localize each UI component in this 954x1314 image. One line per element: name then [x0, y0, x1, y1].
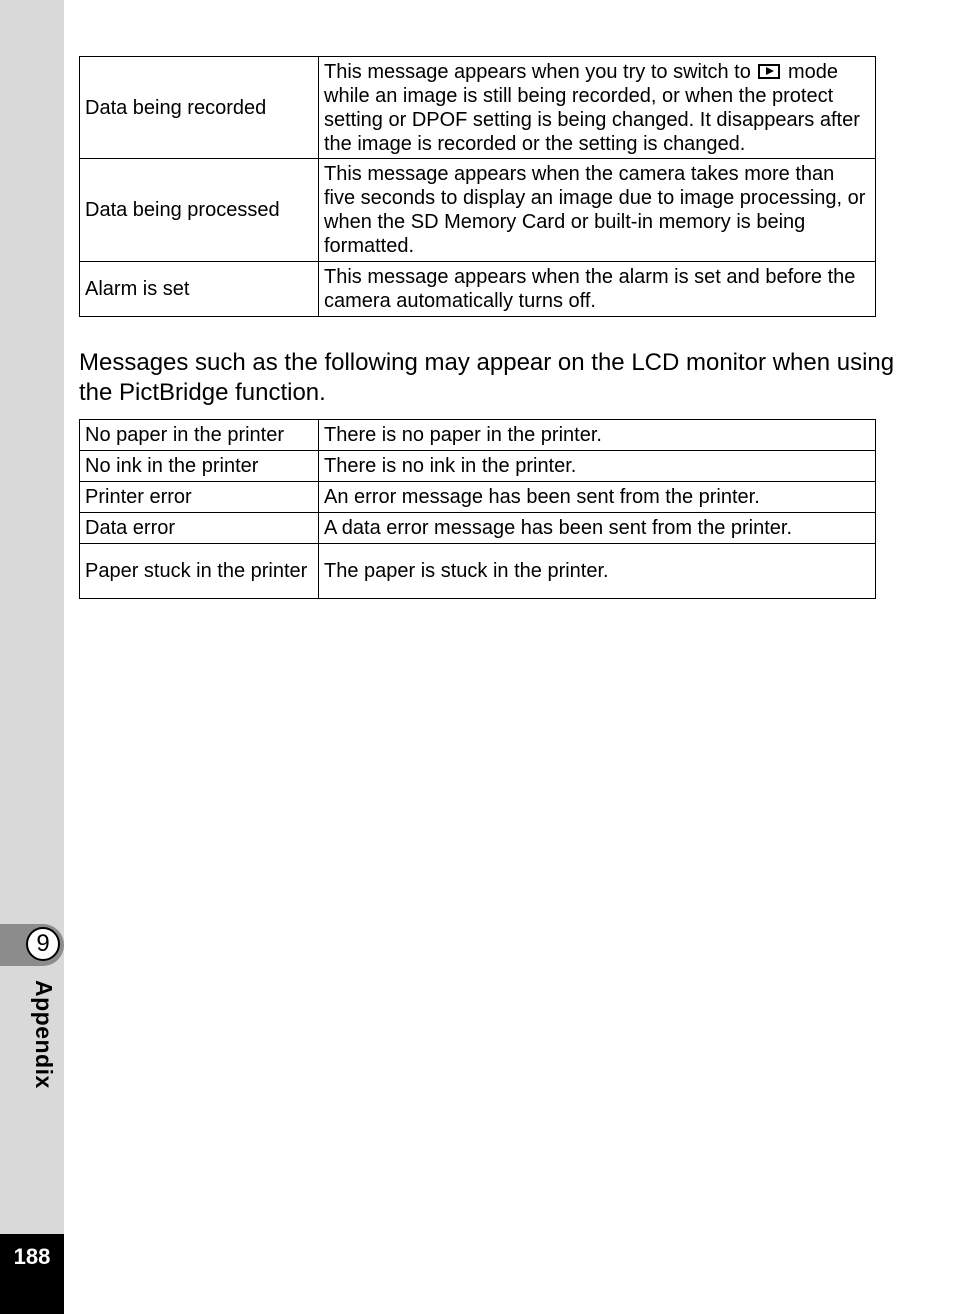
- description-cell: There is no paper in the printer.: [319, 420, 876, 451]
- status-messages-table: [79, 56, 876, 317]
- message-cell: Data being recorded: [80, 57, 319, 159]
- intro-paragraph: Messages such as the following may appear on the LCD monitor when using the PictBridge function.: [79, 349, 895, 406]
- chapter-number: 9: [26, 927, 60, 961]
- description-cell: There is no ink in the printer.: [319, 451, 876, 482]
- pictbridge-messages-table: [79, 419, 876, 599]
- description-cell: An error message has been sent from the printer.: [319, 482, 876, 513]
- message-cell: No ink in the printer: [80, 451, 319, 482]
- description-cell: A data error message has been sent from the printer.: [319, 513, 876, 544]
- table-row: [80, 544, 876, 599]
- description-text: This message appears when you try to switch to: [324, 60, 757, 83]
- table-row: [80, 482, 876, 513]
- playback-icon: [758, 64, 780, 79]
- table-row: [80, 420, 876, 451]
- table-row: [80, 262, 876, 317]
- message-cell: Printer error: [80, 482, 319, 513]
- message-cell: Data error: [80, 513, 319, 544]
- description-cell: This message appears when the camera takes more than five seconds to display an image due to image processing, or when the SD Memory Card or built-in memory is being formatted.: [319, 159, 876, 262]
- message-cell: Paper stuck in the printer: [80, 544, 319, 599]
- table-row: [80, 513, 876, 544]
- sidebar: [0, 0, 64, 1314]
- table-row: [80, 159, 876, 262]
- page-number: 188: [13, 1244, 51, 1269]
- message-cell: No paper in the printer: [80, 420, 319, 451]
- description-cell: [319, 57, 876, 159]
- message-cell: Alarm is set: [80, 262, 319, 317]
- page-number-box: [0, 1234, 64, 1314]
- table-row: [80, 57, 876, 159]
- description-cell: This message appears when the alarm is set and before the camera automatically turns off.: [319, 262, 876, 317]
- message-cell: Data being processed: [80, 159, 319, 262]
- description-text: mode while an image is still being recorded, or when the protect setting or DPOF setting is being changed. It disappears after the image is recorded or the setting is changed.: [324, 60, 860, 155]
- description-cell: The paper is stuck in the printer.: [319, 544, 876, 599]
- table-row: [80, 451, 876, 482]
- section-label: Appendix: [31, 980, 57, 1089]
